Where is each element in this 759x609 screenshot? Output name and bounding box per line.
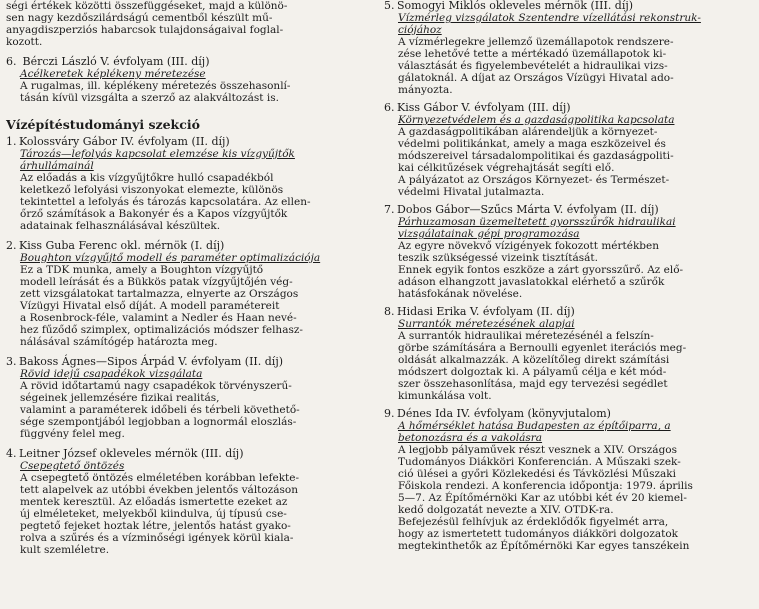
body-line: görbe számítására a Bernoulli egyenlet iterációs meg- — [398, 342, 687, 354]
body-line: A rugalmas, ill. képlékeny méretezés összehasonlí- — [20, 80, 291, 92]
entry-head — [384, 0, 756, 12]
entry-number: 2. — [6, 239, 17, 252]
body-line: új elméleteket, melyekből kiindulva, új típusú cse- — [20, 508, 287, 520]
entry-subtitle — [384, 318, 756, 330]
entry-item — [6, 240, 361, 348]
entry-subtitle — [6, 460, 361, 472]
body-line: A csepegtető öntözés elméletében korábban lefekte- — [20, 472, 300, 484]
right-entries — [384, 0, 756, 552]
entry-body — [6, 472, 361, 556]
body-line: Az egyre növekvő vízigények fokozott mértékben — [398, 240, 660, 252]
entry-item — [6, 448, 361, 556]
body-line: A legjobb pályaművek részt vesznek a XIV. Országos — [398, 444, 678, 456]
body-line: kimunkálása volt. — [398, 390, 492, 402]
entry-author: Kolossváry Gábor IV. évfolyam (II. díj) — [19, 135, 230, 148]
entry-subtitle — [384, 420, 756, 444]
entry-number: 4. — [6, 447, 17, 460]
entry-subtitle — [384, 12, 756, 36]
entry-6-bérczi — [6, 56, 361, 104]
body-line: védelmi Hivatal jutalmazta. — [398, 186, 545, 198]
subtitle-line: Acélkeretek képlékeny méretezése — [20, 68, 206, 80]
entry-subtitle — [384, 216, 756, 240]
body-line: ségeinek jellemzésére fizikai realitás, — [20, 392, 220, 404]
body-line: mányozta. — [398, 84, 453, 96]
entry-subtitle — [6, 252, 361, 264]
body-line: védelmi politikánkat, amely a maga eszközeivel és — [398, 138, 666, 150]
entry-head — [384, 306, 756, 318]
subtitle-line: vizsgálatainak gépi programozása — [398, 228, 580, 240]
body-line: tett alapelvek az utóbbi években jelentős változáson — [20, 484, 298, 496]
body-line: nálásával számítógép határozta meg. — [20, 336, 218, 348]
body-line: Az előadás a kis vízgyűjtőkre hulló csapadékból — [20, 172, 274, 184]
entry-number: 1. — [6, 135, 17, 148]
body-line: kedő dolgozatát nevezte a XIV. OTDK-ra. — [398, 504, 614, 516]
body-line: módszert dolgoztak ki. A pályamű célja e két mód- — [398, 366, 667, 378]
body-line: hatásfokának növelése. — [398, 288, 523, 300]
entry-author: Dénes Ida IV. évfolyam (könyvjutalom) — [397, 407, 611, 420]
body-line: módszereivel társadalompolitikai és gazdaságpoliti- — [398, 150, 674, 162]
entry-subtitle — [384, 114, 756, 126]
entry-body — [384, 36, 756, 96]
body-line: kai célkitűzések végrehajtását segíti elő. — [398, 162, 615, 174]
entry-number: 6. — [6, 55, 17, 68]
body-line: modell leírását és a Bükkös patak vízgyűjtőjén vég- — [20, 276, 293, 288]
body-line: zett vizsgálatokat tartalmazza, elnyerte az Országos — [20, 288, 299, 300]
body-line: A rövid időtartamú nagy csapadékok törvényszerű- — [20, 380, 292, 392]
entry-body — [384, 444, 756, 552]
entry-author: Hidasi Erika V. évfolyam (II. díj) — [397, 305, 575, 318]
entry-subtitle — [6, 148, 361, 172]
entry-author: Bérczi László V. évfolyam (III. díj) — [22, 55, 210, 68]
entry-head — [6, 356, 361, 368]
entry-head — [384, 408, 756, 420]
subtitle-line: Boughton vízgyűjtő modell és paraméter optimalizációja — [20, 252, 321, 264]
entry-head — [384, 102, 756, 114]
body-line: hogy az ismertetett tudományos diákköri dolgozatok — [398, 528, 679, 540]
body-line: ció ülései a győri Közlekedési és Távközlési Műszaki — [398, 468, 677, 480]
body-line: sége szempontjából legjobban a lognormál eloszlás- — [20, 416, 297, 428]
body-line: őrző számítások a Bakonyér és a Kapos vízgyűjtők — [20, 208, 288, 220]
body-line: kult szemléletre. — [20, 544, 110, 556]
entry-number: 7. — [384, 203, 395, 216]
body-line: anyagdiszperziós habarcsok tulajdonságaival foglal- — [6, 24, 284, 36]
entry-author: Bakoss Ágnes—Sipos Árpád V. évfolyam (II. díj) — [19, 355, 284, 368]
left-column — [6, 0, 361, 564]
body-line: megtekinthetők az Építőmérnöki Kar egyes tanszékein — [398, 540, 690, 552]
subtitle-line: Párhuzamosan üzemeltetett gyorsszűrők hidraulikai — [398, 216, 676, 228]
body-line: 5—7. Az Építőmérnöki Kar az utóbbi két év 20 kiemel- — [398, 492, 687, 504]
body-line: adáson elhangzott javaslatokkal elérhető a szűrők — [398, 276, 665, 288]
entry-head — [6, 136, 361, 148]
entry-number: 6. — [384, 101, 395, 114]
entry-author: Leitner József okleveles mérnök (III. díj) — [19, 447, 244, 460]
entry-number: 8. — [384, 305, 395, 318]
body-line: Ennek egyik fontos eszköze a zárt gyorsszűrő. Az elő- — [398, 264, 684, 276]
body-line: Főiskola rendezi. A konferencia időpontja: 1979. április — [398, 480, 693, 492]
top-fragment — [6, 0, 361, 48]
entry-body — [6, 172, 361, 232]
entry-head — [6, 448, 361, 460]
entry-head — [6, 240, 361, 252]
body-line: adatainak felhasználásával készültek. — [20, 220, 221, 232]
body-line: hez fűződő szimplex, optimalizációs módszer felhasz- — [20, 324, 303, 336]
subtitle-line: Surrantók méretezésének alapjai — [398, 318, 575, 330]
subtitle-line: Vízmérleg vizsgálatok Szentendre vízellátási rekonstruk- — [398, 12, 701, 24]
entry-head — [6, 56, 361, 68]
entry-item — [384, 204, 756, 300]
body-line: oldását alkalmazzák. A közelítőleg direkt számítási — [398, 354, 670, 366]
entry-body — [6, 264, 361, 348]
entry-body — [384, 330, 756, 402]
entry-item — [384, 0, 756, 96]
body-line: sen nagy kezdőszilárdságú cementből készült mű- — [6, 12, 273, 24]
subtitle-line: Környezetvédelem és a gazdaságpolitika kapcsolata — [398, 114, 675, 126]
body-line: tásán kívül vizsgálta a szerző az alakváltozást is. — [20, 92, 279, 104]
body-line: pegtető fejeket hoztak létre, jelentős hatást gyako- — [20, 520, 291, 532]
body-line: valamint a paraméterek időbeli és térbeli követhető- — [20, 404, 300, 416]
body-line: rolva a szűrés és a vízminőségi igények körül kiala- — [20, 532, 294, 544]
subtitle-line: ciójához — [398, 24, 442, 36]
entry-number: 9. — [384, 407, 395, 420]
subtitle-line: Csepegtető öntözés — [20, 460, 125, 472]
entry-item — [6, 356, 361, 440]
entry-subtitle — [6, 368, 361, 380]
body-line: A surrantók hidraulikai méretezésénél a felszín- — [398, 330, 654, 342]
body-line: zése lehetővé tette a mértékadó üzemállapotok ki- — [398, 48, 667, 60]
entry-author: Kiss Guba Ferenc okl. mérnök (I. díj) — [19, 239, 225, 252]
body-line: választását és figyelembevételét a hidraulikai vizs- — [398, 60, 668, 72]
entry-body — [6, 380, 361, 440]
subtitle-line: A hőmérséklet hatása Budapesten az építőiparra, a — [398, 420, 671, 432]
entry-item — [384, 102, 756, 198]
entry-body — [384, 126, 756, 198]
body-line: A pályázatot az Országos Környezet- és Természet- — [398, 174, 670, 186]
body-line: keletkező lefolyási viszonyokat elemezte, különös — [20, 184, 284, 196]
body-line: mentek keresztül. Az előadás ismertette ezeket az — [20, 496, 288, 508]
body-line: szer összehasonlítása, majd egy tervezési segédlet — [398, 378, 668, 390]
subtitle-line: árhullámainál — [20, 160, 94, 172]
entry-author: Dobos Gábor—Szűcs Márta V. évfolyam (II. díj) — [397, 203, 659, 216]
entry-number: 5. — [384, 0, 395, 12]
top-fragment-text — [6, 0, 361, 48]
entry-subtitle — [6, 68, 361, 80]
section-title: Vízépítéstudományi szekció — [6, 117, 200, 132]
body-line: Vízügyi Hivatal első díját. A modell paramétereit — [20, 300, 280, 312]
body-line: A gazdaságpolitikában alárendeljük a környezet- — [398, 126, 658, 138]
body-line: Befejezésül felhívjuk az érdeklődők figyelmét arra, — [398, 516, 669, 528]
subtitle-line: Tározás—lefolyás kapcsolat elemzése kis vízgyűjtők — [20, 148, 295, 160]
right-column — [384, 0, 756, 558]
entry-body — [384, 240, 756, 300]
body-line: gálatoknál. A díjat az Országos Vízügyi Hivatal ado- — [398, 72, 674, 84]
subtitle-line: Rövid idejű csapadékok vizsgálata — [20, 368, 203, 380]
body-line: A vízmérlegekre jellemző üzemállapotok rendszere- — [398, 36, 674, 48]
body-line: tekintettel a lefolyás és tározás kapcsolatára. Az ellen- — [20, 196, 311, 208]
body-line: teszik szükségessé vizeink tisztítását. — [398, 252, 598, 264]
left-entries — [6, 136, 361, 556]
entry-item — [384, 408, 756, 552]
entry-number: 3. — [6, 355, 17, 368]
entry-head — [384, 204, 756, 216]
body-line: a Rosenbrock-féle, valamint a Nedler és Haan nevé- — [20, 312, 297, 324]
entry-author: Kiss Gábor V. évfolyam (III. díj) — [397, 101, 571, 114]
body-line: ségi értékek közötti összefüggéseket, majd a különö- — [6, 0, 288, 12]
body-line: függvény felel meg. — [20, 428, 125, 440]
entry-item — [384, 306, 756, 402]
entry-author: Somogyi Miklós okleveles mérnök (III. díj) — [397, 0, 634, 12]
body-line: kozott. — [6, 36, 43, 48]
body-line: Ez a TDK munka, amely a Boughton vízgyűjtő — [20, 264, 264, 276]
subtitle-line: betonozásra és a vakolásra — [398, 432, 543, 444]
body-line: Tudományos Diákköri Konferencián. A Műszaki szek- — [398, 456, 681, 468]
entry-item — [6, 136, 361, 232]
entry-body — [6, 80, 361, 104]
